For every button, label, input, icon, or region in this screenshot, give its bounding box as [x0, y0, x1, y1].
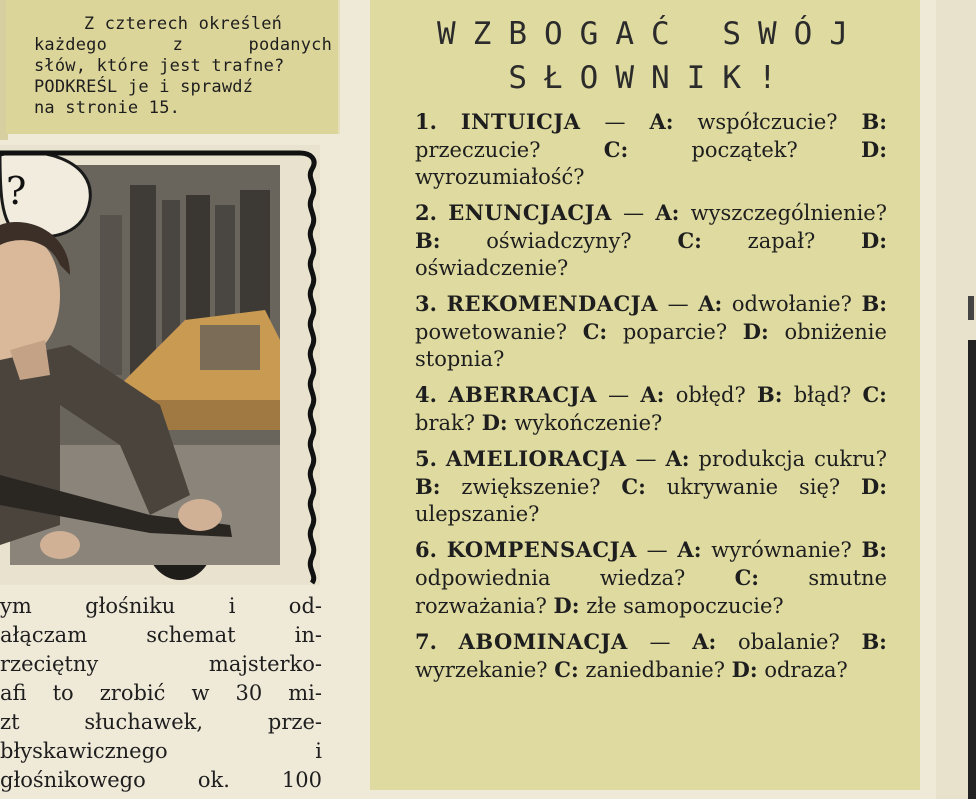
option-a-text: wyrównanie?	[711, 538, 852, 562]
quiz-item	[415, 445, 887, 528]
option-c-text: smutne rozważania?	[415, 566, 887, 618]
option-b-text: oświadczyny?	[486, 229, 632, 253]
option-a-text: obłęd?	[675, 383, 746, 407]
instruction-line: PODKREŚL je i sprawdź	[34, 77, 254, 97]
option-b-label: B:	[415, 228, 441, 253]
option-d-label: D:	[861, 137, 887, 162]
option-d-text: ulepszanie?	[415, 502, 540, 526]
quiz-item-number: 5.	[415, 446, 437, 471]
quiz-title-line: SŁOWNIK!	[508, 60, 794, 96]
quiz-item-number: 3.	[415, 291, 437, 316]
quiz-item-word: REKOMENDACJA	[446, 291, 658, 316]
option-d-text: złe samopoczucie?	[586, 594, 784, 618]
quiz-item-number: 6.	[415, 537, 437, 562]
option-d-label: D:	[731, 657, 758, 682]
quiz-item-dash: —	[604, 110, 626, 134]
quiz-item-word: KOMPENSACJA	[446, 537, 637, 562]
quiz-item-word: INTUICJA	[460, 109, 581, 134]
illustration-drawing	[0, 145, 320, 585]
option-d-text: obniżenie stopnia?	[415, 320, 887, 371]
option-b-text: przeczucie?	[415, 138, 541, 162]
option-d-text: wyrozumiałość?	[415, 165, 585, 189]
option-b-text: wyrzekanie?	[415, 658, 548, 682]
option-c-label: C:	[734, 565, 760, 590]
option-c-label: C:	[603, 137, 629, 162]
quiz-item-dash: —	[649, 630, 671, 654]
option-a-text: obalanie?	[737, 630, 840, 654]
option-d-label: D:	[553, 593, 580, 618]
option-a-label: A:	[649, 109, 674, 134]
option-a-label: A:	[698, 291, 723, 316]
vocabulary-quiz-box	[370, 0, 920, 790]
quiz-item-dash: —	[635, 447, 657, 471]
quiz-item-dash: —	[667, 292, 689, 316]
option-c-text: poparcie?	[622, 320, 728, 344]
article-line: głośnikowego ok. 100	[0, 768, 322, 792]
quiz-item	[415, 381, 887, 437]
option-c-text: zapał?	[747, 229, 816, 253]
quiz-item-number: 2.	[415, 200, 437, 225]
option-b-label: B:	[756, 382, 783, 407]
option-c-text: brak?	[415, 411, 475, 435]
option-b-label: B:	[861, 537, 887, 562]
option-d-text: oświadczenie?	[415, 256, 569, 280]
quiz-item	[415, 290, 887, 373]
option-d-label: D:	[481, 410, 508, 435]
option-b-text: błąd?	[793, 383, 852, 407]
option-b-text: zwiększenie?	[461, 475, 601, 499]
article-line: błyskawicznego i	[0, 739, 322, 763]
option-d-label: D:	[861, 474, 887, 499]
instruction-line: każdego z podanych	[34, 35, 332, 55]
option-d-text: wykończenie?	[514, 411, 663, 435]
option-d-label: D:	[861, 228, 887, 253]
option-c-label: C:	[582, 319, 608, 344]
quiz-title	[410, 12, 892, 100]
article-line: ałączam schemat in-	[0, 623, 322, 647]
option-c-text: początek?	[691, 138, 798, 162]
option-c-label: C:	[862, 382, 887, 407]
instruction-line: słów, które jest trafne?	[34, 56, 285, 76]
article-line: afi to zrobić w 30 mi-	[0, 681, 322, 705]
instruction-line: na stronie 15.	[34, 98, 181, 118]
quiz-item	[415, 199, 887, 282]
option-a-text: współczucie?	[697, 110, 838, 134]
article-line: zt słuchawek, prze-	[0, 710, 322, 734]
option-a-label: A:	[665, 446, 690, 471]
instruction-text	[34, 14, 332, 119]
option-c-text: ukrywanie się?	[666, 475, 841, 499]
quiz-item	[415, 536, 887, 620]
quiz-item-word: ABERRACJA	[448, 382, 597, 407]
option-a-label: A:	[640, 382, 665, 407]
quiz-item-number: 4.	[415, 382, 437, 407]
quiz-item	[415, 628, 887, 684]
quiz-item-word: AMELIORACJA	[445, 446, 627, 471]
quiz-items	[415, 108, 887, 692]
option-c-text: zaniedbanie?	[585, 658, 725, 682]
option-b-label: B:	[861, 109, 888, 134]
option-a-label: A:	[692, 629, 717, 654]
option-a-text: wyszczególnienie?	[690, 201, 887, 225]
quiz-item	[415, 108, 887, 191]
article-line: rzeciętny majsterko-	[0, 652, 322, 676]
illustration	[0, 145, 320, 585]
option-b-text: odpowiednia wiedza?	[415, 566, 686, 590]
option-c-label: C:	[677, 228, 702, 253]
option-c-label: C:	[621, 474, 646, 499]
quiz-item-number: 1.	[415, 109, 437, 134]
option-a-text: odwołanie?	[731, 292, 852, 316]
option-b-label: B:	[861, 291, 888, 316]
instruction-box	[6, 0, 340, 134]
quiz-item-number: 7.	[415, 629, 437, 654]
next-column-fragment	[968, 296, 974, 320]
quiz-item-word: ENUNCJACJA	[448, 200, 612, 225]
article-fragment	[0, 592, 322, 795]
quiz-item-dash: —	[646, 538, 668, 562]
quiz-item-dash: —	[608, 383, 630, 407]
quiz-title-line: WZBOGAĆ SWÓJ	[437, 16, 865, 52]
option-d-label: D:	[742, 319, 769, 344]
option-a-label: A:	[655, 200, 680, 225]
option-b-label: B:	[415, 474, 441, 499]
quiz-item-word: ABOMINACJA	[458, 629, 628, 654]
option-a-text: produkcja cukru?	[698, 447, 887, 471]
quiz-item-dash: —	[623, 201, 645, 225]
question-mark: ?	[6, 169, 27, 213]
option-a-label: A:	[677, 537, 702, 562]
option-c-label: C:	[554, 657, 579, 682]
option-d-text: odraza?	[764, 658, 848, 682]
instruction-line: Z czterech określeń	[83, 14, 283, 34]
next-column-rule	[968, 340, 976, 799]
article-line: ym głośniku i od-	[0, 594, 322, 618]
option-b-text: powetowanie?	[415, 320, 567, 344]
option-b-label: B:	[861, 629, 887, 654]
